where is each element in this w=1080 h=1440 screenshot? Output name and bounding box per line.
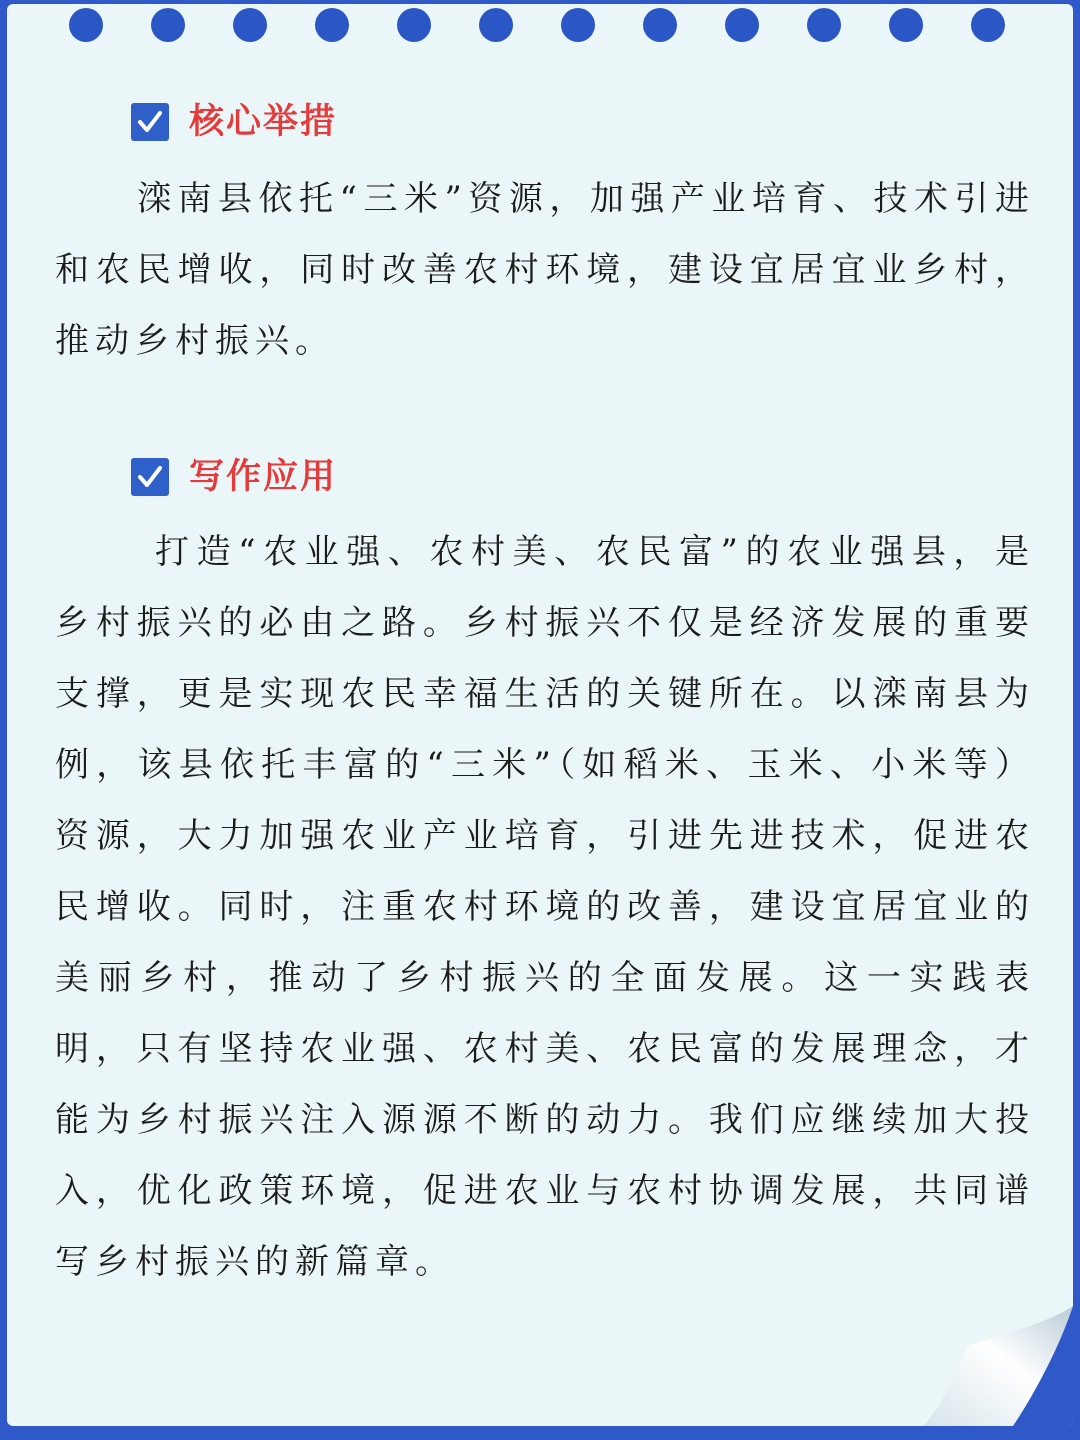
- notebook-page: [7, 4, 1073, 1426]
- binder-hole: [479, 8, 513, 42]
- section-header-core-measures: [131, 102, 337, 142]
- page-curl-decoration: [923, 1306, 1073, 1426]
- binder-hole: [889, 8, 923, 42]
- checkbox-checked-icon: [131, 103, 169, 141]
- binder-holes: [7, 4, 1073, 44]
- section-title: 核心举措: [189, 101, 338, 142]
- binder-hole: [397, 8, 431, 42]
- binder-hole: [725, 8, 759, 42]
- binder-hole: [151, 8, 185, 42]
- section-body-paragraph: 打造“农业强、农村美、农民富”的农业强县，是乡村振兴的必由之路。乡村振兴不仅是经济发展的重要支撑，更是实现农民幸福生活的关键所在。以滦南县为例，该县依托丰富的“三米”（如稻米、玉米、小米等）资源，大力加强农业产业培育，引进先进技术，促进农民增收。同时，注重农村环境的改善，建设宜居宜业的美丽乡村，推动了乡村振兴的全面发展。这一实践表明，只有坚持农业强、农村美、农民富的发展理念，才能为乡村振兴注入源源不断的动力。我们应继续加大投入，优化政策环境，促进农业与农村协调发展，共同谱写乡村振兴的新篇章。: [55, 532, 1035, 1282]
- binder-hole: [971, 8, 1005, 42]
- section-title: 写作应用: [189, 456, 338, 497]
- binder-hole: [69, 8, 103, 42]
- section-header-writing-application: [131, 457, 337, 497]
- binder-hole: [807, 8, 841, 42]
- binder-hole: [643, 8, 677, 42]
- section-body-paragraph: 滦南县依托“三米”资源，加强产业培育、技术引进和农民增收，同时改善农村环境，建设宜居宜业乡村，推动乡村振兴。: [55, 179, 1035, 361]
- checkbox-checked-icon: [131, 458, 169, 496]
- binder-hole: [233, 8, 267, 42]
- binder-hole: [561, 8, 595, 42]
- binder-hole: [315, 8, 349, 42]
